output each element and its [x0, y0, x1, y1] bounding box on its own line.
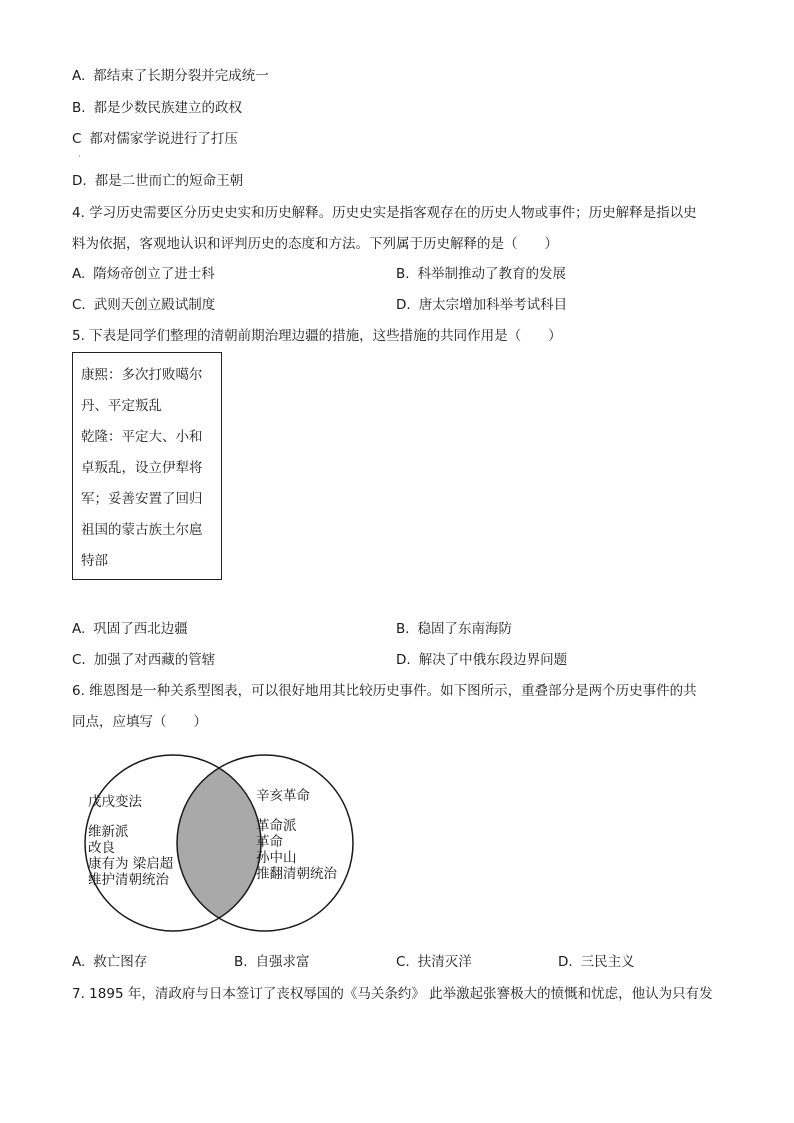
stray-dot: · — [78, 152, 81, 161]
venn-right-item: 革命 — [256, 834, 283, 850]
q5-option-c: C. 加强了对西藏的管辖 — [72, 652, 216, 668]
q5-table-line: 丹、平定叛乱 — [81, 398, 162, 414]
q4-option-d: D. 唐太宗增加科举考试科目 — [396, 297, 568, 313]
venn-left-title: 戊戌变法 — [88, 794, 142, 810]
q5-table — [72, 352, 222, 580]
q6-option-b: B. 自强求富 — [234, 954, 310, 970]
q3-option-b: B. 都是少数民族建立的政权 — [72, 100, 243, 116]
q4-option-a: A. 隋炀帝创立了进士科 — [72, 266, 215, 282]
q5-stem: 5. 下表是同学们整理的清朝前期治理边疆的措施，这些措施的共同作用是（ ） — [72, 328, 562, 344]
q3-option-c: C 都对儒家学说进行了打压 — [72, 131, 238, 147]
q5-table-line: 特部 — [81, 553, 108, 569]
q4-option-b: B. 科举制推动了教育的发展 — [396, 266, 567, 282]
venn-diagram — [60, 742, 370, 942]
venn-left-item: 维新派 — [88, 824, 129, 840]
q5-option-a: A. 巩固了西北边疆 — [72, 621, 188, 637]
q5-table-line: 乾隆：平定大、小和 — [81, 429, 203, 445]
q6-option-c: C. 扶清灭洋 — [396, 954, 472, 970]
q7-stem-line1: 7. 1895 年，清政府与日本签订了丧权辱国的《马关条约》 此举激起张謇极大的愤慨和忧虑，他认为只有发 — [72, 986, 713, 1002]
q5-table-line: 卓叛乱，设立伊犁将 — [81, 460, 203, 476]
q4-option-c: C. 武则天创立殿试制度 — [72, 297, 216, 313]
q6-option-a: A. 救亡图存 — [72, 954, 148, 970]
q6-stem-line1: 6. 维恩图是一种关系型图表，可以很好地用其比较历史事件。如下图所示，重叠部分是两个历史事件的共 — [72, 683, 697, 699]
q3-option-d: D. 都是二世而亡的短命王朝 — [72, 173, 244, 189]
q5-option-b: B. 稳固了东南海防 — [396, 621, 513, 637]
q5-option-d: D. 解决了中俄东段边界问题 — [396, 652, 568, 668]
venn-right-item: 孙中山 — [256, 850, 297, 866]
q3-option-a: A. 都结束了长期分裂并完成统一 — [72, 68, 269, 84]
q4-stem-line2: 料为依据，客观地认识和评判历史的态度和方法。下列属于历史解释的是（ ） — [72, 236, 558, 252]
q6-stem-line2: 同点，应填写（ ） — [72, 714, 207, 730]
venn-right-title: 辛亥革命 — [256, 788, 310, 804]
q5-table-line: 军；妥善安置了回归 — [81, 491, 203, 507]
q5-table-line: 康熙：多次打败噶尔 — [81, 367, 203, 383]
venn-left-item: 改良 — [88, 840, 115, 856]
q4-stem-line1: 4. 学习历史需要区分历史史实和历史解释。历史史实是指客观存在的历史人物或事件；历史解释是指以史 — [72, 205, 697, 221]
venn-left-item: 康有为 梁启超 — [88, 856, 174, 872]
venn-right-item: 革命派 — [256, 818, 297, 834]
q5-table-line: 祖国的蒙古族土尔扈 — [81, 522, 203, 538]
q6-option-d: D. 三民主义 — [558, 954, 635, 970]
venn-left-item: 维护清朝统治 — [88, 872, 169, 888]
venn-right-item: 推翻清朝统治 — [256, 866, 337, 882]
